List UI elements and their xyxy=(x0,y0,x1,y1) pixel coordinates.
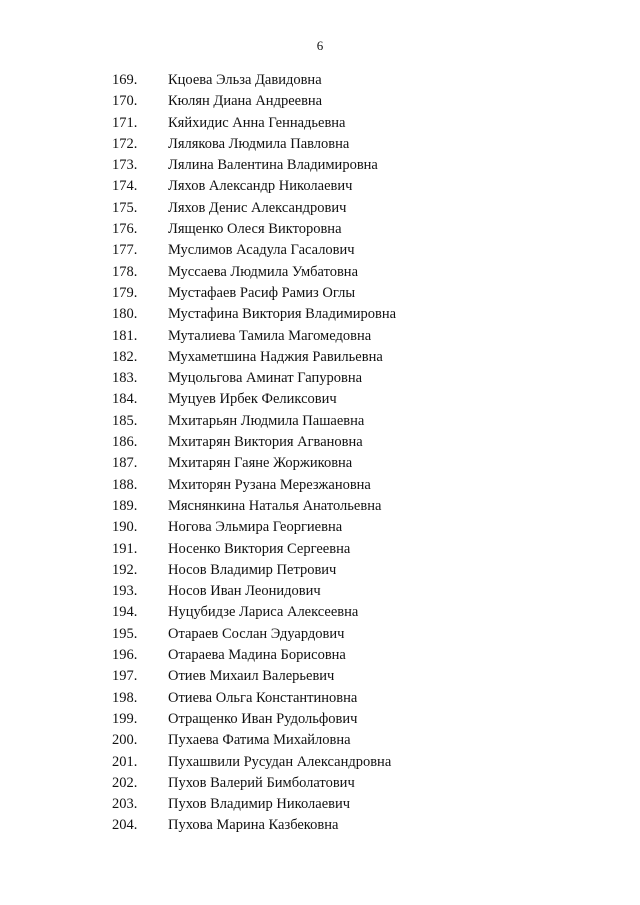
list-item xyxy=(112,304,396,325)
entry-number: 180. xyxy=(112,306,138,323)
list-item xyxy=(112,219,396,240)
entry-number: 186. xyxy=(112,434,138,451)
entry-name: Носов Иван Леонидович xyxy=(168,583,321,600)
entry-number: 193. xyxy=(112,583,138,600)
name-list xyxy=(112,70,396,837)
entry-number: 196. xyxy=(112,647,138,664)
list-item xyxy=(112,113,396,134)
entry-number: 191. xyxy=(112,540,138,557)
list-item xyxy=(112,411,396,432)
entry-number: 202. xyxy=(112,774,138,791)
entry-number: 195. xyxy=(112,625,138,642)
entry-number: 177. xyxy=(112,242,138,259)
entry-name: Ногова Эльмира Георгиевна xyxy=(168,519,343,536)
entry-name: Пухаева Фатима Михайловна xyxy=(168,732,351,749)
entry-number: 171. xyxy=(112,114,138,131)
list-item xyxy=(112,730,396,751)
entry-number: 184. xyxy=(112,391,138,408)
entry-number: 173. xyxy=(112,157,138,174)
list-item xyxy=(112,389,396,410)
list-item xyxy=(112,539,396,560)
list-item xyxy=(112,517,396,538)
entry-name: Мухаметшина Наджия Равильевна xyxy=(168,348,383,365)
entry-number: 175. xyxy=(112,199,138,216)
entry-number: 201. xyxy=(112,753,138,770)
entry-name: Муцольгова Аминат Гапуровна xyxy=(168,370,363,387)
entry-name: Ляхов Александр Николаевич xyxy=(168,178,353,195)
entry-number: 169. xyxy=(112,72,138,88)
list-item xyxy=(112,773,396,794)
entry-name: Пухов Валерий Бимболатович xyxy=(168,774,355,791)
entry-name: Кяйхидис Анна Геннадьевна xyxy=(168,114,346,131)
list-item xyxy=(112,815,396,836)
entry-name: Пухов Владимир Николаевич xyxy=(168,796,351,813)
entry-name: Муссаева Людмила Умбатовна xyxy=(168,263,359,280)
entry-name: Муслимов Асадула Гасалович xyxy=(168,242,355,259)
list-item xyxy=(112,155,396,176)
entry-name: Отиева Ольга Константиновна xyxy=(168,689,358,706)
entry-name: Муцуев Ирбек Феликсович xyxy=(168,391,337,408)
entry-number: 198. xyxy=(112,689,138,706)
entry-number: 203. xyxy=(112,796,138,813)
entry-name: Мхиторян Рузана Мерезжановна xyxy=(168,476,371,493)
entry-name: Мхитарян Виктория Агвановна xyxy=(168,434,363,451)
entry-number: 194. xyxy=(112,604,138,621)
page-number: 6 xyxy=(316,38,324,53)
list-item xyxy=(112,560,396,581)
entry-number: 192. xyxy=(112,561,138,578)
entry-name: Отараева Мадина Борисовна xyxy=(168,647,346,664)
entry-number: 185. xyxy=(112,412,138,429)
entry-name: Нуцубидзе Лариса Алексеевна xyxy=(168,604,359,621)
entry-name: Лященко Олеся Викторовна xyxy=(168,221,342,238)
entry-number: 170. xyxy=(112,93,138,110)
list-item xyxy=(112,752,396,773)
list-item xyxy=(112,432,396,453)
entry-number: 204. xyxy=(112,817,138,834)
list-item xyxy=(112,666,396,687)
entry-name: Лялина Валентина Владимировна xyxy=(168,157,378,174)
list-item xyxy=(112,70,396,91)
list-item xyxy=(112,581,396,602)
entry-name: Кцоева Эльза Давидовна xyxy=(168,72,322,88)
entry-number: 200. xyxy=(112,732,138,749)
list-item xyxy=(112,134,396,155)
entry-name: Отиев Михаил Валерьевич xyxy=(168,668,335,685)
entry-name: Лялякова Людмила Павловна xyxy=(168,135,350,152)
entry-name: Пухова Марина Казбековна xyxy=(168,817,339,834)
entry-number: 174. xyxy=(112,178,138,195)
entry-number: 179. xyxy=(112,284,138,301)
list-item xyxy=(112,368,396,389)
list-item xyxy=(112,283,396,304)
entry-name: Мяснянкина Наталья Анатольевна xyxy=(168,497,382,514)
entry-number: 188. xyxy=(112,476,138,493)
list-item xyxy=(112,794,396,815)
list-item xyxy=(112,709,396,730)
entry-name: Мхитарьян Людмила Пашаевна xyxy=(168,412,365,429)
entry-number: 178. xyxy=(112,263,138,280)
entry-name: Мустафина Виктория Владимировна xyxy=(168,306,397,323)
list-item xyxy=(112,326,396,347)
entry-name: Муталиева Тамила Магомедовна xyxy=(168,327,372,344)
list-item xyxy=(112,602,396,623)
entry-name: Отращенко Иван Рудольфович xyxy=(168,710,358,727)
entry-number: 183. xyxy=(112,370,138,387)
entry-name: Отараев Сослан Эдуардович xyxy=(168,625,345,642)
entry-name: Носенко Виктория Сергеевна xyxy=(168,540,351,557)
list-item xyxy=(112,176,396,197)
list-item xyxy=(112,240,396,261)
entry-number: 182. xyxy=(112,348,138,365)
entry-number: 181. xyxy=(112,327,138,344)
entry-name: Мустафаев Расиф Рамиз Оглы xyxy=(168,284,356,301)
list-item xyxy=(112,453,396,474)
entry-number: 189. xyxy=(112,497,138,514)
entry-number: 172. xyxy=(112,135,138,152)
list-item xyxy=(112,347,396,368)
entry-number: 187. xyxy=(112,455,138,472)
list-item xyxy=(112,624,396,645)
entry-name: Носов Владимир Петрович xyxy=(168,561,337,578)
list-item xyxy=(112,91,396,112)
entry-name: Пухашвили Русудан Александровна xyxy=(168,753,392,770)
list-item xyxy=(112,475,396,496)
entry-name: Кюлян Диана Андреевна xyxy=(168,93,323,110)
entry-number: 197. xyxy=(112,668,138,685)
entry-name: Ляхов Денис Александрович xyxy=(168,199,347,216)
list-item xyxy=(112,262,396,283)
entry-name: Мхитарян Гаяне Жоржиковна xyxy=(168,455,353,472)
entry-number: 199. xyxy=(112,710,138,727)
entry-number: 190. xyxy=(112,519,138,536)
list-item xyxy=(112,198,396,219)
list-item xyxy=(112,645,396,666)
list-item xyxy=(112,496,396,517)
list-item xyxy=(112,688,396,709)
entry-number: 176. xyxy=(112,221,138,238)
